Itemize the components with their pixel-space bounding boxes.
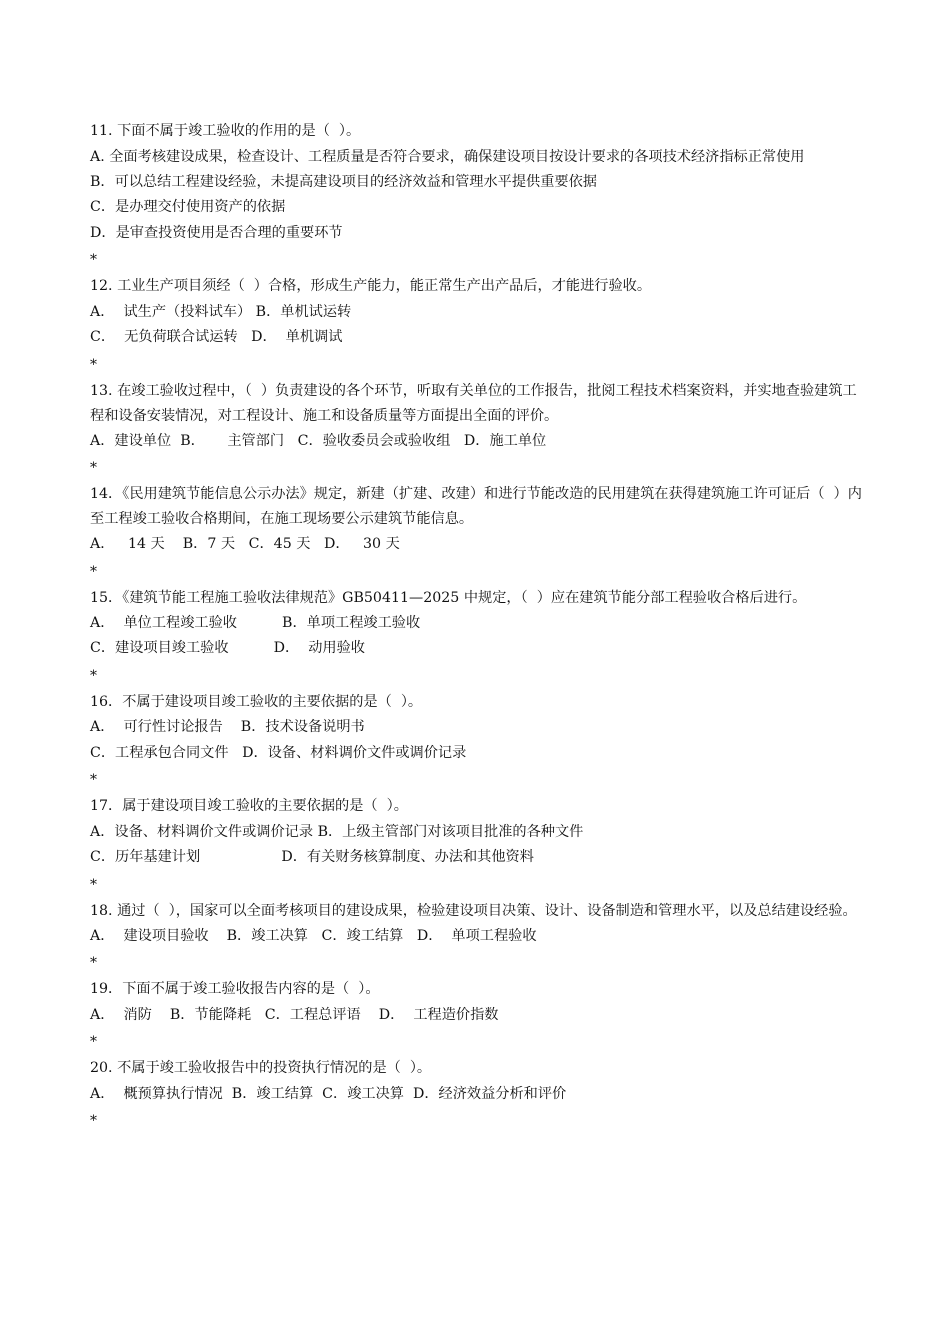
question-12 (90, 274, 862, 379)
option-line: C．建设项目竣工验收 D． 动用验收 (90, 640, 365, 656)
question-stem: 13. 在竣工验收过程中，（ ）负责建设的各个环节，听取有关单位的工作报告，批阅工程技术档案资料，并实地查验建筑工程和设备安装情况，对工程设计、施工和设备质量等方面提出全面的评价。 (90, 382, 857, 424)
question-stem: 14．《民用建筑节能信息公示办法》规定，新建（扩建、改建）和进行节能改造的民用建筑在获得建筑施工许可证后（ ）内至工程竣工验收合格期间，在施工现场要公示建筑节能信息。 (90, 486, 862, 527)
question-stem: 19．下面不属于竣工验收报告内容的是（ ）。 (90, 981, 380, 997)
option-line: C．历年基建计划 D．有关财务核算制度、办法和其他资料 (90, 849, 534, 865)
separator-star: * (90, 667, 97, 684)
option-line: A． 消防 B．节能降耗 C．工程总评语 D． 工程造价指数 (90, 1006, 499, 1023)
option-line: C．是办理交付使用资产的依据 (90, 199, 286, 215)
option-line: C．工程承包合同文件 D．设备、材料调价文件或调价记录 (90, 744, 467, 761)
separator-star: * (90, 772, 97, 788)
question-stem: 16．不属于建设项目竣工验收的主要依据的是（ ）。 (90, 693, 423, 710)
option-line: A． 14 天 B．7 天 C．45 天 D． 30 天 (90, 536, 400, 552)
question-11 (90, 119, 862, 274)
option-line: A． 试生产（投料试车） B．单机试运转 (90, 303, 352, 320)
option-line: D．是审查投资使用是否合理的重要环节 (90, 224, 343, 241)
option-line: A． 建设项目验收 B．竣工决算 C．竣工结算 D． 单项工程验收 (90, 927, 537, 944)
option-line: A. 全面考核建设成果，检查设计、工程质量是否符合要求，确保建设项目按设计要求的各项技术经济指标正常使用 (90, 148, 805, 165)
question-19 (90, 977, 862, 1056)
question-17 (90, 794, 862, 899)
option-line: A． 可行性讨论报告 B．技术设备说明书 (90, 719, 365, 735)
option-line: A．建设单位 B． 主管部门 C．验收委员会或验收组 D．施工单位 (90, 432, 547, 449)
question-14 (90, 482, 862, 586)
question-18 (90, 899, 862, 978)
separator-star: * (90, 1113, 97, 1129)
question-stem: 17．属于建设项目竣工验收的主要依据的是（ ）。 (90, 798, 408, 814)
separator-star: * (90, 563, 97, 580)
question-16 (90, 690, 862, 795)
question-15 (90, 586, 862, 690)
separator-star: * (90, 876, 97, 893)
question-stem: 11. 下面不属于竣工验收的作用的是（ ）。 (90, 123, 361, 139)
option-line: B．可以总结工程建设经验，未提高建设项目的经济效益和管理水平提供重要依据 (90, 173, 597, 190)
question-20 (90, 1056, 862, 1135)
option-line: A．设备、材料调价文件或调价记录 B．上级主管部门对该项目批准的各种文件 (90, 823, 584, 840)
document-page (90, 119, 862, 1135)
separator-star: * (90, 356, 97, 373)
separator-star: * (90, 460, 97, 476)
question-stem: 18. 通过（ ），国家可以全面考核项目的建设成果，检验建设项目决策、设计、设备制造和管理水平，以及总结建设经验。 (90, 902, 857, 919)
option-line: A． 概预算执行情况 B．竣工结算 C．竣工决算 D．经济效益分析和评价 (90, 1085, 567, 1102)
question-stem: 20. 不属于竣工验收报告中的投资执行情况的是（ ）。 (90, 1060, 432, 1076)
option-line: C． 无负荷联合试运转 D． 单机调试 (90, 329, 343, 345)
question-stem: 15．《建筑节能工程施工验收法律规范》GB50411—2025 中规定，（ ）应在建筑节能分部工程验收合格后进行。 (90, 589, 807, 606)
option-line: A． 单位工程竣工验收 B．单项工程竣工验收 (90, 614, 421, 631)
question-13 (90, 379, 862, 483)
separator-star: * (90, 1034, 97, 1050)
question-stem: 12. 工业生产项目须经（ ）合格，形成生产能力，能正常生产出产品后，才能进行验收。 (90, 278, 652, 294)
separator-star: * (90, 252, 97, 268)
separator-star: * (90, 955, 97, 971)
